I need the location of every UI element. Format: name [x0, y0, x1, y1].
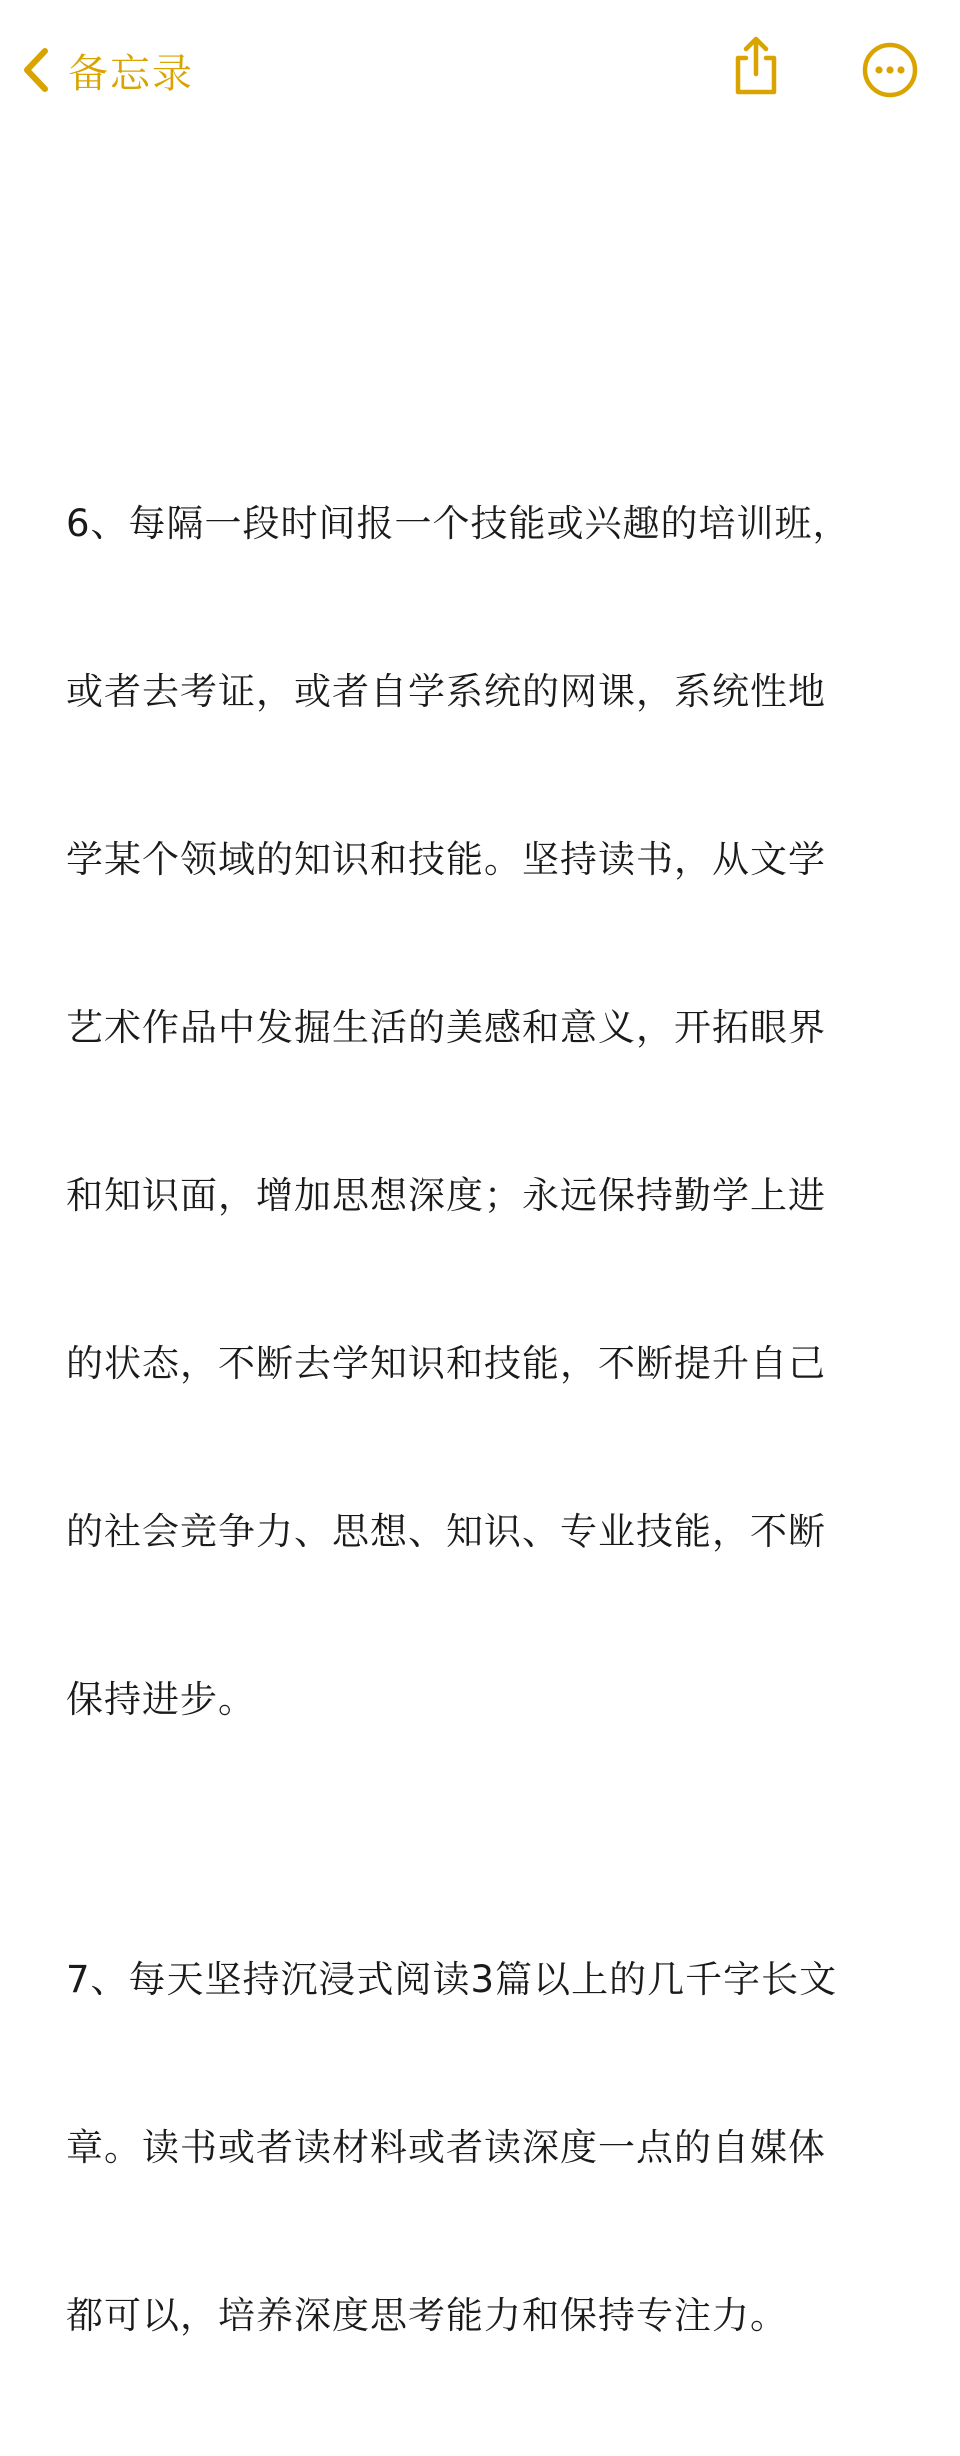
back-label: 备忘录	[68, 50, 194, 97]
more-button[interactable]	[860, 40, 920, 100]
note-line: 章。读书或者读材料或者读深度一点的自媒体	[66, 2126, 826, 2169]
note-body[interactable]	[66, 384, 896, 2456]
note-line: 学某个领域的知识和技能。坚持读书，从文学	[66, 838, 826, 881]
chevron-left-icon	[18, 45, 52, 95]
note-line: 艺术作品中发掘生活的美感和意义，开拓眼界	[66, 1006, 826, 1049]
note-line: 或者去考证，或者自学系统的网课，系统性地	[66, 670, 826, 713]
back-button[interactable]	[18, 40, 194, 100]
navigation-bar	[0, 0, 960, 140]
note-line: 和知识面，增加思想深度；永远保持勤学上进	[66, 1174, 826, 1217]
note-paragraph-7	[66, 1840, 896, 2456]
note-line: 6、每隔一段时间报一个技能或兴趣的培训班，	[66, 502, 851, 545]
note-line: 7、每天坚持沉浸式阅读3篇以上的几千字长文	[66, 1958, 838, 2001]
share-button[interactable]	[726, 34, 786, 100]
share-icon	[726, 34, 786, 100]
note-line: 的状态，不断去学知识和技能，不断提升自己	[66, 1342, 826, 1385]
note-line: 都可以，培养深度思考能力和保持专注力。	[66, 2294, 788, 2337]
note-paragraph-6	[66, 384, 896, 1840]
note-line: 的社会竞争力、思想、知识、专业技能，不断	[66, 1510, 826, 1553]
note-line: 保持进步。	[66, 1678, 256, 1721]
ellipsis-circle-icon	[860, 40, 920, 100]
